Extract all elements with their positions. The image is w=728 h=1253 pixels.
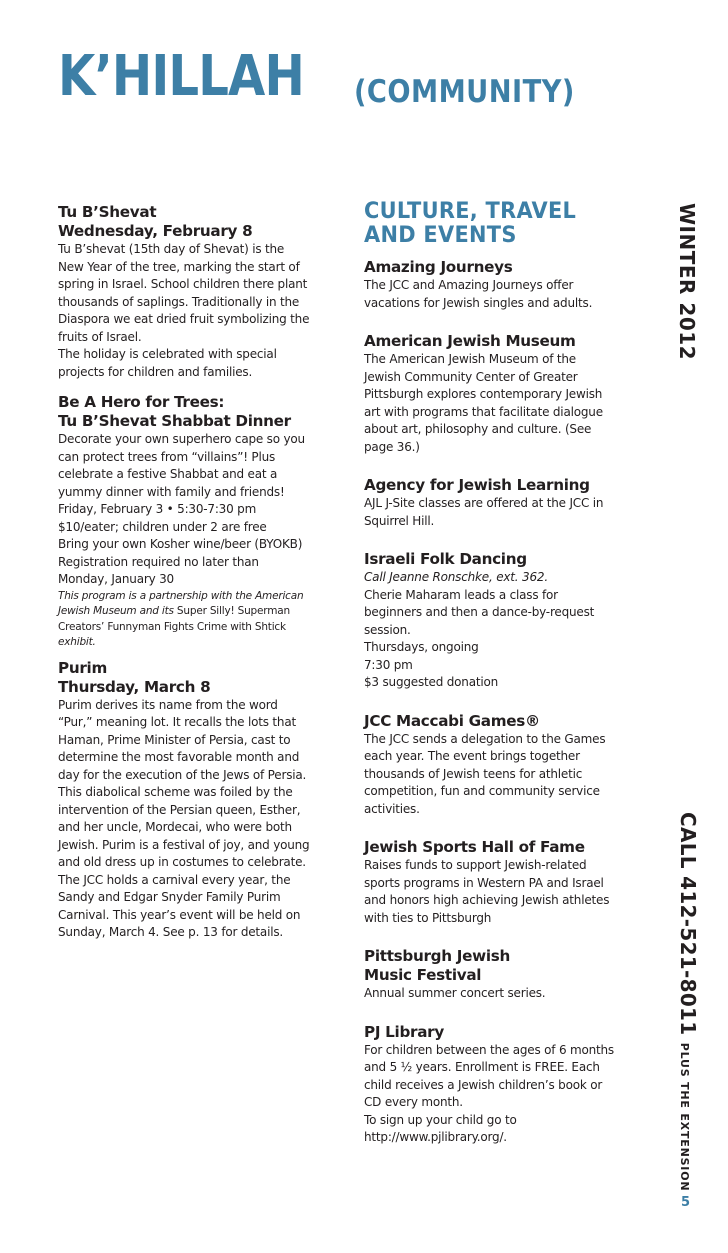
item-signup-text: To sign up your child go to	[364, 1112, 517, 1127]
page-number: 5	[680, 1195, 690, 1210]
event-title: Purim	[58, 658, 107, 677]
note-italic: This program is a partnership with the American Jewish Museum and its	[58, 589, 304, 617]
item-price: $3 suggested donation	[364, 675, 499, 689]
item-time: 7:30 pm	[364, 657, 413, 672]
extension-note: PLUS THE EXTENSION	[678, 1042, 691, 1192]
item-description: Cherie Maharam leads a class for beginners and then a dance-by-request session.	[364, 587, 595, 637]
event-description: The holiday is celebrated with special projects for children and families.	[58, 347, 277, 379]
note-exhibit-name: Super Silly! Superman Creators’ Funnyman Fights Crime with Shtick	[58, 605, 290, 633]
item-amazing-journeys	[364, 258, 616, 312]
left-column	[58, 203, 310, 942]
phone-number: CALL 412-521-8011	[676, 812, 700, 1036]
item-description: AJL J-Site classes are offered at the JCC in Squirrel Hill.	[364, 496, 604, 528]
note-italic-end: exhibit.	[58, 636, 96, 648]
item-schedule: Thursdays, ongoing	[364, 640, 479, 654]
item-agency-jewish-learning	[364, 476, 616, 530]
event-subtitle: Tu B’Shevat Shabbat Dinner	[58, 412, 291, 430]
section-title-line: CULTURE, TRAVEL	[364, 199, 577, 224]
event-registration: Bring your own Kosher wine/beer (BYOKB) Registration required no later than Monday, January 30	[58, 537, 303, 586]
item-sports-hall-of-fame	[364, 838, 616, 927]
item-title: Amazing Journeys	[364, 258, 513, 276]
item-title: Israeli Folk Dancing	[364, 550, 527, 568]
call-label	[676, 812, 700, 1191]
page-title-main: K’HILLAH	[58, 44, 304, 109]
item-maccabi-games	[364, 712, 616, 819]
event-description: Decorate your own superhero cape so you can protect trees from “villains”! Plus celebrate a festive Shabbat and eat a yummy dinner with family and friends!	[58, 432, 305, 499]
section-title-line: AND EVENTS	[364, 223, 517, 248]
event-purim	[58, 659, 310, 942]
item-title: JCC Maccabi Games®	[364, 711, 540, 730]
event-date: Thursday, March 8	[58, 677, 211, 696]
page-title-subtitle: (COMMUNITY)	[354, 74, 575, 110]
item-music-festival	[364, 947, 616, 1003]
event-date: Wednesday, February 8	[58, 222, 253, 240]
item-description: For children between the ages of 6 months and 5 ½ years. Enrollment is FREE. Each child receives a Jewish children’s book or CD every month.	[364, 1042, 614, 1109]
page-title	[58, 44, 575, 110]
event-title: Tu B’Shevat	[58, 203, 157, 221]
event-description: Purim derives its name from the word “Pur,” meaning lot. It recalls the lots that Haman, Prime Minister of Persia, cast to determine the most favorable month and day for the execution of the Jews of Persia. This diabolical scheme was foiled by the intervention of the Persian queen, Esther, and her uncle, Mordecai, who were both Jewish. Purim is a festival of joy, and young and old dress up in costumes to celebrate.	[58, 697, 310, 869]
item-description: The JCC and Amazing Journeys offer vacations for Jewish singles and adults.	[364, 278, 593, 310]
item-contact: Call Jeanne Ronschke, ext. 362.	[364, 570, 548, 584]
item-description: The JCC sends a delegation to the Games each year. The event brings together thousands of Jewish teens for athletic competition, fun and community service activities.	[364, 731, 606, 816]
event-time: Friday, February 3 • 5:30-7:30 pm	[58, 502, 257, 516]
event-price: $10/eater; children under 2 are free	[58, 519, 267, 534]
item-title: Agency for Jewish Learning	[364, 476, 590, 494]
item-pj-library	[364, 1023, 616, 1147]
event-description: Tu B’shevat (15th day of Shevat) is the New Year of the tree, marking the start of spring in Israel. School children there plant thousands of saplings. Traditionally in the Diaspora we eat dried fruit symbolizing the fruits of Israel.	[58, 242, 310, 344]
item-description: Raises funds to support Jewish-related sports programs in Western PA and Israel and honors high achieving Jewish athletes with ties to Pittsburgh	[364, 858, 610, 925]
event-description: The JCC holds a carnival every year, the Sandy and Edgar Snyder Family Purim Carnival. This year’s event will be held on Sunday, March 4. See p. 13 for details.	[58, 872, 301, 939]
middle-column	[364, 200, 616, 1147]
event-partnership-note	[58, 589, 310, 651]
event-tu-bshevat	[58, 203, 310, 381]
item-title: American Jewish Museum	[364, 332, 576, 350]
pj-library-link[interactable]: http://www.pjlibrary.org/.	[364, 1130, 507, 1144]
item-title: PJ Library	[364, 1022, 444, 1041]
season-label: WINTER 2012	[675, 203, 699, 361]
item-israeli-folk-dancing	[364, 550, 616, 692]
item-description: Annual summer concert series.	[364, 986, 546, 1000]
event-hero-for-trees	[58, 393, 310, 651]
item-american-jewish-museum	[364, 332, 616, 456]
item-title: Music Festival	[364, 966, 482, 984]
item-description: The American Jewish Museum of the Jewish Community Center of Greater Pittsburgh explores contemporary Jewish art with programs that facilitate dialogue about art, philosophy and culture. (See page 36.)	[364, 352, 603, 454]
item-title: Jewish Sports Hall of Fame	[364, 838, 585, 856]
event-title: Be A Hero for Trees:	[58, 393, 225, 411]
section-title	[364, 200, 621, 248]
item-title: Pittsburgh Jewish	[364, 947, 510, 965]
